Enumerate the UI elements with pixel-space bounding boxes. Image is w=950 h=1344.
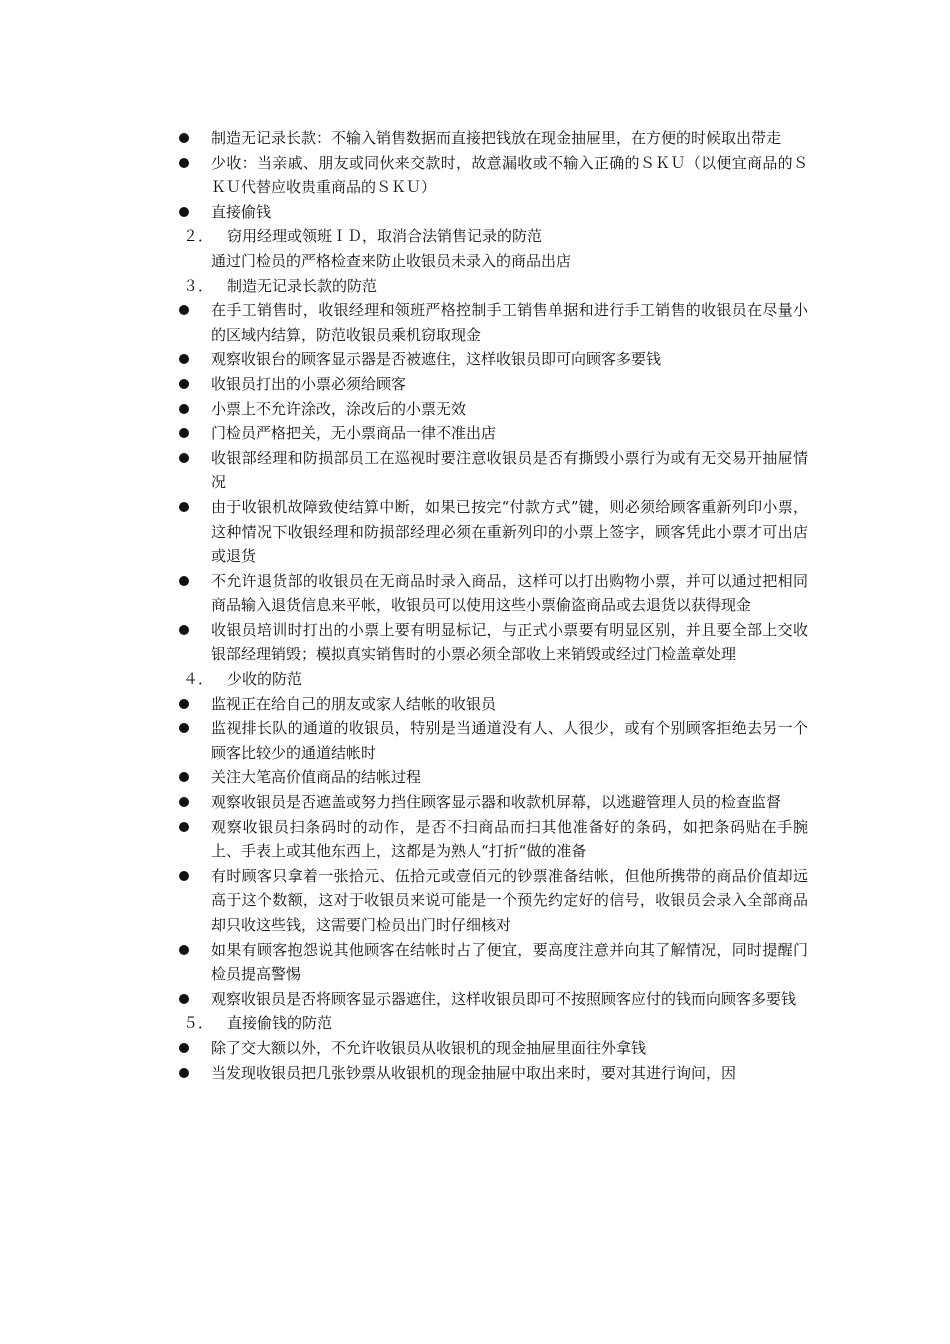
bullet-item — [0, 618, 808, 667]
bullet-icon — [179, 379, 189, 389]
bullet-text: 有时顾客只拿着一张拾元、伍拾元或壹佰元的钞票准备结帐，但他所携带的商品价值却远高于这个数额，这对于收银员来说可能是一个预先约定好的信号，收银员会录入全部商品却只收这些钱，这需要门检员出门时仔细核对 — [211, 866, 808, 934]
bullet-item — [0, 200, 808, 225]
section-number: ５． — [183, 1014, 214, 1033]
bullet-text: 小票上不允许涂改，涂改后的小票无效 — [211, 399, 467, 418]
section-title: 制造无记录长款的防范 — [227, 276, 378, 295]
bullet-text: 由于收银机故障致使结算中断，如果已按完“付款方式”键，则必须给顾客重新列印小票，这种情况下收银经理和防损部经理必须在重新列印的小票上签字，顾客凭此小票才可出店或退货 — [211, 497, 808, 566]
bullet-icon — [179, 994, 189, 1004]
bullet-icon — [179, 207, 189, 217]
bullet-icon — [179, 576, 189, 586]
section-title: 直接偷钱的防范 — [227, 1014, 333, 1033]
bullet-text: 制造无记录长款：不输入销售数据而直接把钱放在现金抽屉里，在方便的时候取出带走 — [211, 129, 782, 147]
bullet-item — [0, 126, 808, 151]
bullet-text: 收银员打出的小票必须给顾客 — [211, 374, 407, 393]
bullet-icon — [179, 1068, 189, 1078]
section-title: 少收的防范 — [227, 670, 303, 689]
bullet-text: 观察收银员是否遮盖或努力挡住顾客显示器和收款机屏幕，以逃避管理人员的检查监督 — [211, 793, 782, 812]
bullet-text: 在手工销售时，收银经理和领班严格控制手工销售单据和进行手工销售的收银员在尽量小的区域内结算，防范收银员乘机窃取现金 — [211, 301, 808, 344]
section-number: ２． — [183, 227, 214, 246]
bullet-text: 监视正在给自己的朋友或家人结帐的收银员 — [211, 694, 497, 713]
bullet-text: 监视排长队的通道的收银员，特别是当通道没有人、人很少，或有个别顾客拒绝去另一个顾客比较少的通道结帐时 — [211, 719, 808, 762]
section-heading — [0, 1011, 813, 1036]
bullet-item — [0, 397, 808, 422]
bullet-text: 关注大笔高价值商品的结帐过程 — [211, 768, 422, 787]
bullet-item — [0, 716, 808, 765]
bullet-text: 观察收银员是否将顾客显示器遮住，这样收银员即可不按照顾客应付的钱而向顾客多要钱 — [211, 989, 797, 1008]
bullet-item — [0, 938, 808, 987]
bullet-text: 观察收银台的顾客显示器是否被遮住，这样收银员即可向顾客多要钱 — [211, 350, 662, 369]
section-heading — [0, 274, 813, 299]
bullet-icon — [179, 1043, 189, 1053]
bullet-text: 直接偷钱 — [211, 202, 272, 221]
bullet-text: 当发现收银员把几张钞票从收银机的现金抽屉中取出来时，要对其进行询问，因 — [211, 1063, 737, 1082]
bullet-icon — [179, 354, 189, 364]
bullet-icon — [179, 305, 189, 315]
bullet-text: 除了交大额以外，不允许收银员从收银机的现金抽屉里面往外拿钱 — [211, 1038, 647, 1057]
bullet-text: 不允许退货部的收银员在无商品时录入商品，这样可以打出购物小票，并可以通过把相同商品输入退货信息来平帐，收银员可以使用这些小票偷盗商品或去退货以获得现金 — [211, 571, 808, 615]
bullet-item — [0, 815, 808, 864]
bullet-icon — [179, 428, 189, 438]
section-number: ４． — [183, 670, 214, 689]
paragraph: 通过门检员的严格检查来防止收银员未录入的商品出店 — [211, 251, 572, 270]
bullet-text: 收银部经理和防损部员工在巡视时要注意收银员是否有撕毁小票行为或有无交易开抽屉情况 — [211, 448, 808, 492]
section-heading — [0, 667, 813, 692]
bullet-icon — [179, 772, 189, 782]
bullet-icon — [179, 945, 189, 955]
bullet-icon — [179, 723, 189, 733]
document-page — [0, 126, 950, 1085]
bullet-item — [0, 421, 808, 446]
bullet-icon — [179, 502, 189, 512]
bullet-text: 门检员严格把关，无小票商品一律不准出店 — [211, 424, 497, 443]
bullet-icon — [179, 158, 189, 168]
bullet-item — [0, 987, 808, 1012]
bullet-text: 如果有顾客抱怨说其他顾客在结帐时占了便宜，要高度注意并向其了解情况，同时提醒门检员提高警惕 — [211, 940, 808, 984]
bullet-icon — [179, 625, 189, 635]
bullet-icon — [179, 822, 189, 832]
bullet-item — [0, 372, 808, 397]
bullet-text: 观察收银员扫条码时的动作，是否不扫商品而扫其他准备好的条码，如把条码贴在手腕上、手表上或其他东西上，这都是为熟人“打折“做的准备 — [211, 817, 808, 861]
bullet-item — [0, 1036, 808, 1061]
bullet-item — [0, 151, 808, 200]
bullet-icon — [179, 871, 189, 881]
bullet-icon — [179, 133, 189, 143]
bullet-text: 少收：当亲戚、朋友或同伙来交款时，故意漏收或不输入正确的ＳＫＵ（以便宜商品的ＳＫＵ代替应收贵重商品的ＳＫＵ） — [211, 153, 808, 197]
section-number: ３． — [183, 276, 214, 295]
bullet-icon — [179, 699, 189, 709]
bullet-item — [0, 495, 808, 569]
bullet-item — [0, 692, 808, 717]
bullet-item — [0, 790, 808, 815]
section-title: 窃用经理或领班ＩＤ，取消合法销售记录的防范 — [227, 227, 543, 246]
bullet-item — [0, 864, 808, 938]
bullet-item — [0, 347, 808, 372]
bullet-item — [0, 446, 808, 495]
bullet-item — [0, 569, 808, 618]
bullet-icon — [179, 453, 189, 463]
bullet-text: 收银员培训时打出的小票上要有明显标记，与正式小票要有明显区别，并且要全部上交收银部经理销毁；模拟真实销售时的小票必须全部收上来销毁或经过门检盖章处理 — [211, 620, 808, 664]
bullet-item — [0, 1061, 808, 1086]
bullet-item — [0, 298, 808, 347]
bullet-icon — [179, 797, 189, 807]
section-heading — [0, 224, 813, 249]
bullet-icon — [179, 404, 189, 414]
bullet-item — [0, 765, 808, 790]
